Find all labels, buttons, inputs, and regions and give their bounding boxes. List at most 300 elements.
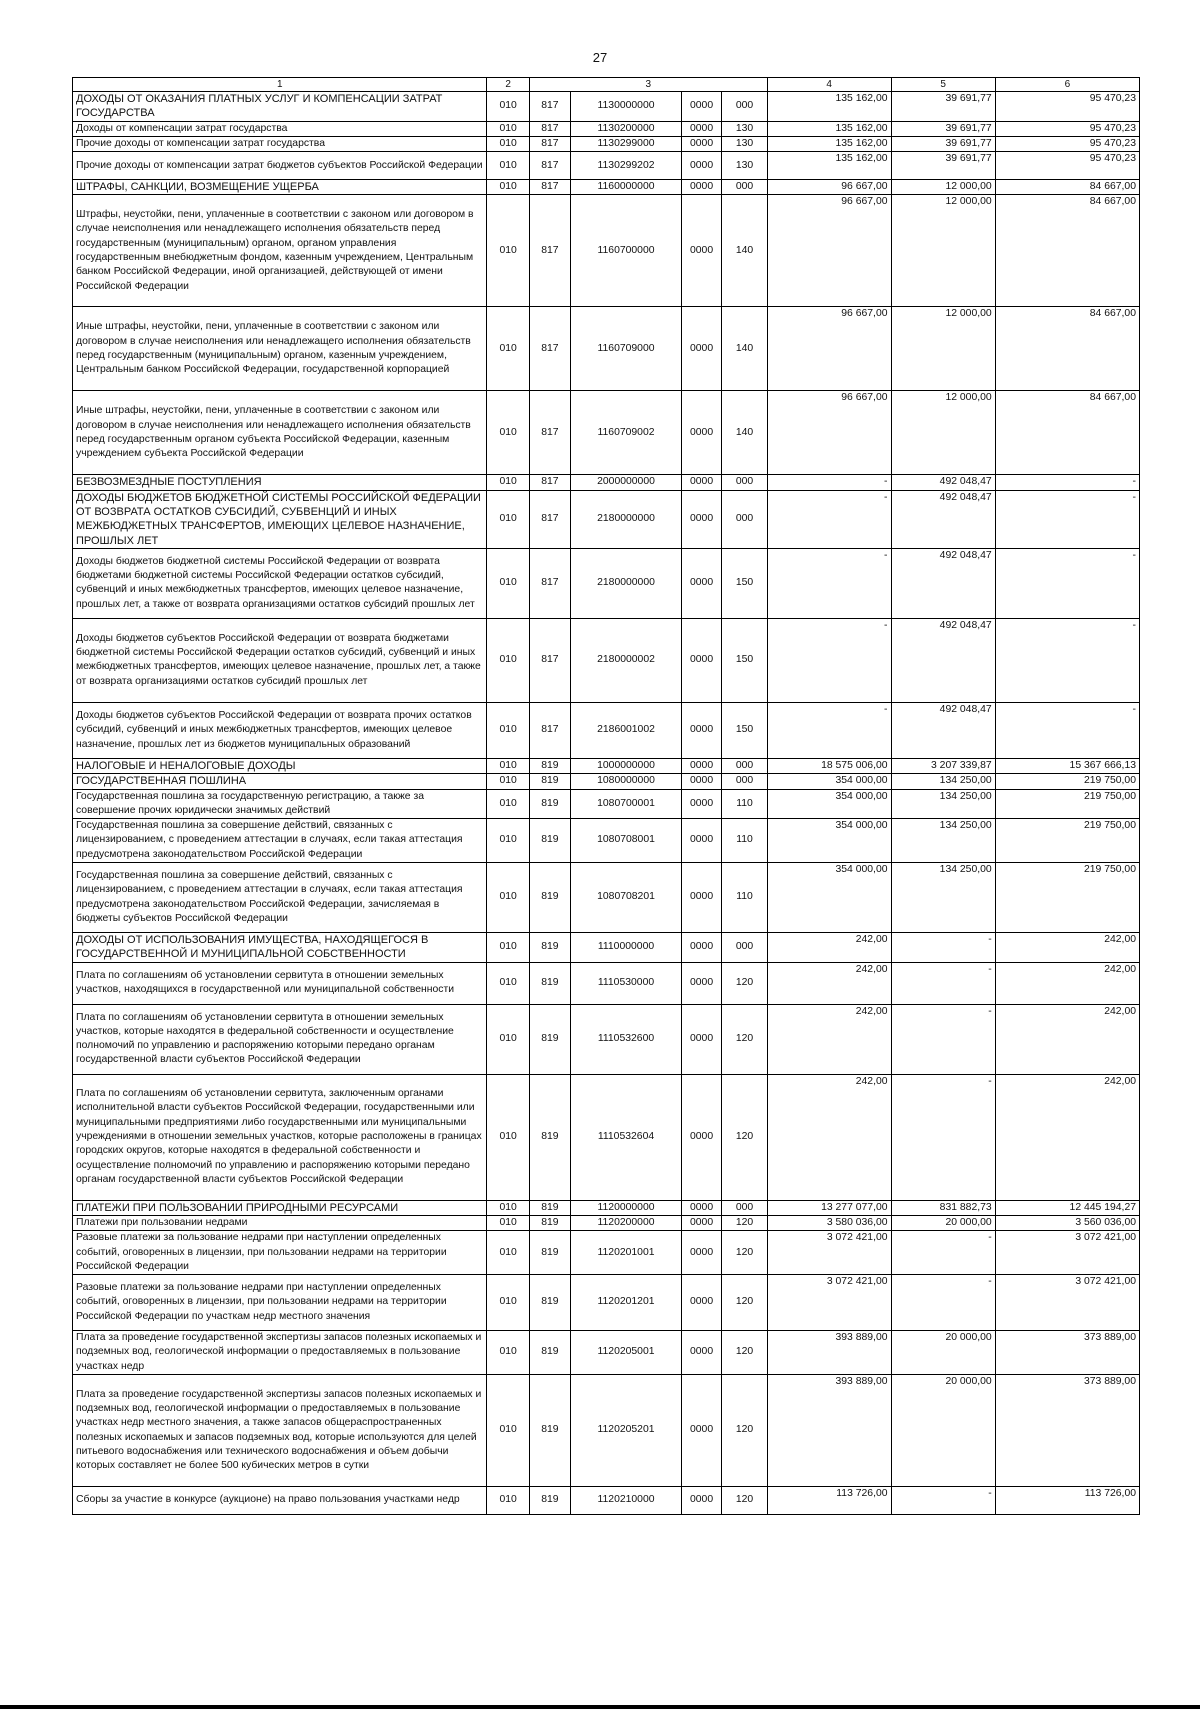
- code-2-cell: 010: [487, 195, 529, 307]
- value-6-cell: 84 667,00: [995, 195, 1139, 307]
- code-3c-cell: 0000: [682, 789, 722, 819]
- code-3b-cell: 2000000000: [571, 475, 682, 490]
- code-3d-cell: 130: [722, 152, 768, 180]
- table-row: [73, 702, 1140, 758]
- value-5-cell: -: [891, 1231, 995, 1275]
- code-3a-cell: 817: [529, 307, 570, 391]
- value-4-cell: -: [767, 475, 891, 490]
- code-3a-cell: 817: [529, 92, 570, 122]
- code-2-cell: 010: [487, 962, 529, 1004]
- description-cell: Государственная пошлина за совершение действий, связанных с лицензированием, с проведением аттестации в случаях, если такая аттестация предусмотрена законодательством Российской Федерации, зачисляемая в бюджеты субъектов Российской Федерации: [73, 863, 487, 933]
- code-3b-cell: 1110532600: [571, 1004, 682, 1074]
- description-cell: Плата за проведение государственной экспертизы запасов полезных ископаемых и подземных вод, геологической информации о предоставляемых в пользование участках недр: [73, 1331, 487, 1375]
- code-3c-cell: 0000: [682, 1231, 722, 1275]
- value-6-cell: -: [995, 702, 1139, 758]
- code-3b-cell: 1120205001: [571, 1331, 682, 1375]
- value-4-cell: 135 162,00: [767, 152, 891, 180]
- value-6-cell: 373 889,00: [995, 1375, 1139, 1487]
- code-3d-cell: 120: [722, 1487, 768, 1515]
- code-3d-cell: 110: [722, 863, 768, 933]
- code-3a-cell: 819: [529, 1375, 570, 1487]
- code-3b-cell: 2180000000: [571, 548, 682, 618]
- value-6-cell: 12 445 194,27: [995, 1200, 1139, 1215]
- value-4-cell: -: [767, 490, 891, 548]
- code-3c-cell: 0000: [682, 758, 722, 773]
- code-3c-cell: 0000: [682, 490, 722, 548]
- code-3a-cell: 819: [529, 1487, 570, 1515]
- value-6-cell: 84 667,00: [995, 180, 1139, 195]
- value-5-cell: -: [891, 1074, 995, 1200]
- code-3d-cell: 110: [722, 819, 768, 863]
- scan-edge-bar: [0, 1705, 1200, 1709]
- code-3b-cell: 1120201201: [571, 1275, 682, 1331]
- description-cell: ГОСУДАРСТВЕННАЯ ПОШЛИНА: [73, 774, 487, 789]
- value-4-cell: 135 162,00: [767, 136, 891, 151]
- value-6-cell: -: [995, 475, 1139, 490]
- code-3b-cell: 1130299202: [571, 152, 682, 180]
- value-5-cell: -: [891, 1004, 995, 1074]
- description-cell: ДОХОДЫ ОТ ОКАЗАНИЯ ПЛАТНЫХ УСЛУГ И КОМПЕНСАЦИИ ЗАТРАТ ГОСУДАРСТВА: [73, 92, 487, 122]
- description-cell: Доходы от компенсации затрат государства: [73, 121, 487, 136]
- description-cell: Плата за проведение государственной экспертизы запасов полезных ископаемых и подземных вод, геологической информации о предоставляемых в пользование участках недр местного значения, а также запасов общераспространенных полезных ископаемых и запасов подземных вод, которые используются для целей питьевого водоснабжения или технического водоснабжения и объем добычи которых составляет не более 500 кубических метров в сутки: [73, 1375, 487, 1487]
- code-3d-cell: 120: [722, 1074, 768, 1200]
- table-row: [73, 774, 1140, 789]
- value-6-cell: 242,00: [995, 1074, 1139, 1200]
- code-3c-cell: 0000: [682, 774, 722, 789]
- value-6-cell: 95 470,23: [995, 92, 1139, 122]
- code-2-cell: 010: [487, 863, 529, 933]
- value-5-cell: 134 250,00: [891, 789, 995, 819]
- value-5-cell: 492 048,47: [891, 702, 995, 758]
- code-3b-cell: 1080700001: [571, 789, 682, 819]
- code-2-cell: 010: [487, 1275, 529, 1331]
- code-3c-cell: 0000: [682, 92, 722, 122]
- table-row: [73, 1275, 1140, 1331]
- code-3a-cell: 817: [529, 136, 570, 151]
- code-3a-cell: 819: [529, 774, 570, 789]
- value-4-cell: 113 726,00: [767, 1487, 891, 1515]
- code-3a-cell: 819: [529, 933, 570, 963]
- value-5-cell: 134 250,00: [891, 863, 995, 933]
- code-3a-cell: 819: [529, 1215, 570, 1230]
- table-row: [73, 1200, 1140, 1215]
- table-row: [73, 180, 1140, 195]
- description-cell: Государственная пошлина за совершение действий, связанных с лицензированием, с проведением аттестации в случаях, если такая аттестация предусмотрена законодательством Российской Федерации: [73, 819, 487, 863]
- code-3d-cell: 150: [722, 702, 768, 758]
- value-5-cell: 492 048,47: [891, 548, 995, 618]
- code-2-cell: 010: [487, 789, 529, 819]
- table-row: [73, 195, 1140, 307]
- code-3a-cell: 817: [529, 152, 570, 180]
- code-3c-cell: 0000: [682, 863, 722, 933]
- code-3a-cell: 817: [529, 618, 570, 702]
- value-6-cell: 3 072 421,00: [995, 1231, 1139, 1275]
- code-2-cell: 010: [487, 1487, 529, 1515]
- table-row: [73, 475, 1140, 490]
- code-2-cell: 010: [487, 819, 529, 863]
- code-3c-cell: 0000: [682, 548, 722, 618]
- value-4-cell: 18 575 006,00: [767, 758, 891, 773]
- value-5-cell: 20 000,00: [891, 1215, 995, 1230]
- value-6-cell: 113 726,00: [995, 1487, 1139, 1515]
- code-3d-cell: 140: [722, 391, 768, 475]
- code-3b-cell: 1000000000: [571, 758, 682, 773]
- value-5-cell: 492 048,47: [891, 475, 995, 490]
- description-cell: Разовые платежи за пользование недрами при наступлении определенных событий, оговоренных в лицензии, при пользовании недрами на территории Российской Федерации: [73, 1231, 487, 1275]
- code-3d-cell: 150: [722, 548, 768, 618]
- value-5-cell: 39 691,77: [891, 92, 995, 122]
- code-3a-cell: 819: [529, 1231, 570, 1275]
- value-6-cell: 373 889,00: [995, 1331, 1139, 1375]
- column-header-3: 3: [529, 78, 767, 92]
- description-cell: Иные штрафы, неустойки, пени, уплаченные в соответствии с законом или договором в случае неисполнения или ненадлежащего исполнения обязательств перед государственным (муниципальным) органом, казенным учреждением, Центральным банком Российской Федерации, государственной корпорацией: [73, 307, 487, 391]
- table-row: [73, 391, 1140, 475]
- column-header-6: 6: [995, 78, 1139, 92]
- code-2-cell: 010: [487, 1375, 529, 1487]
- code-3b-cell: 1120205201: [571, 1375, 682, 1487]
- value-5-cell: 12 000,00: [891, 180, 995, 195]
- value-4-cell: 242,00: [767, 962, 891, 1004]
- code-2-cell: 010: [487, 774, 529, 789]
- code-3b-cell: 2180000002: [571, 618, 682, 702]
- table-row: [73, 618, 1140, 702]
- code-2-cell: 010: [487, 1074, 529, 1200]
- code-3c-cell: 0000: [682, 136, 722, 151]
- code-3a-cell: 819: [529, 758, 570, 773]
- value-4-cell: 354 000,00: [767, 863, 891, 933]
- code-3c-cell: 0000: [682, 307, 722, 391]
- table-row: [73, 1215, 1140, 1230]
- description-cell: Сборы за участие в конкурсе (аукционе) на право пользования участками недр: [73, 1487, 487, 1515]
- code-3a-cell: 817: [529, 180, 570, 195]
- code-2-cell: 010: [487, 548, 529, 618]
- value-4-cell: 393 889,00: [767, 1331, 891, 1375]
- code-3d-cell: 000: [722, 758, 768, 773]
- code-3c-cell: 0000: [682, 195, 722, 307]
- description-cell: ПЛАТЕЖИ ПРИ ПОЛЬЗОВАНИИ ПРИРОДНЫМИ РЕСУРСАМИ: [73, 1200, 487, 1215]
- code-3c-cell: 0000: [682, 1275, 722, 1331]
- code-3d-cell: 120: [722, 1231, 768, 1275]
- value-6-cell: 95 470,23: [995, 121, 1139, 136]
- description-cell: БЕЗВОЗМЕЗДНЫЕ ПОСТУПЛЕНИЯ: [73, 475, 487, 490]
- description-cell: Доходы бюджетов субъектов Российской Федерации от возврата бюджетами бюджетной системы Российской Федерации остатков субсидий, субвенций и иных межбюджетных трансфертов, имеющих целевое назначение, прошлых лет, а также от возврата организациями остатков субсидий прошлых лет: [73, 618, 487, 702]
- code-3b-cell: 1120000000: [571, 1200, 682, 1215]
- code-3c-cell: 0000: [682, 962, 722, 1004]
- value-5-cell: 39 691,77: [891, 136, 995, 151]
- value-6-cell: 219 750,00: [995, 819, 1139, 863]
- code-3a-cell: 819: [529, 1200, 570, 1215]
- code-3a-cell: 817: [529, 391, 570, 475]
- value-5-cell: -: [891, 933, 995, 963]
- value-6-cell: -: [995, 490, 1139, 548]
- code-3c-cell: 0000: [682, 1331, 722, 1375]
- code-3c-cell: 0000: [682, 152, 722, 180]
- code-2-cell: 010: [487, 391, 529, 475]
- code-3a-cell: 819: [529, 962, 570, 1004]
- value-6-cell: 84 667,00: [995, 307, 1139, 391]
- value-4-cell: 13 277 077,00: [767, 1200, 891, 1215]
- code-3d-cell: 120: [722, 1331, 768, 1375]
- code-3d-cell: 000: [722, 180, 768, 195]
- code-3c-cell: 0000: [682, 1004, 722, 1074]
- value-5-cell: 831 882,73: [891, 1200, 995, 1215]
- value-6-cell: 242,00: [995, 933, 1139, 963]
- code-3a-cell: 817: [529, 475, 570, 490]
- code-3a-cell: 819: [529, 789, 570, 819]
- value-4-cell: -: [767, 548, 891, 618]
- code-3b-cell: 1080708201: [571, 863, 682, 933]
- code-2-cell: 010: [487, 618, 529, 702]
- value-6-cell: 242,00: [995, 962, 1139, 1004]
- code-3a-cell: 819: [529, 1004, 570, 1074]
- code-3b-cell: 1120201001: [571, 1231, 682, 1275]
- code-3d-cell: 120: [722, 1215, 768, 1230]
- column-header-1: 1: [73, 78, 487, 92]
- value-6-cell: 242,00: [995, 1004, 1139, 1074]
- table-row: [73, 819, 1140, 863]
- value-6-cell: 3 560 036,00: [995, 1215, 1139, 1230]
- value-5-cell: 134 250,00: [891, 774, 995, 789]
- code-3d-cell: 140: [722, 307, 768, 391]
- description-cell: Доходы бюджетов бюджетной системы Российской Федерации от возврата бюджетами бюджетной системы Российской Федерации остатков субсидий, субвенций и иных межбюджетных трансфертов, имеющих целевое назначение, прошлых лет, а также от возврата организациями остатков субсидий прошлых лет: [73, 548, 487, 618]
- value-4-cell: 354 000,00: [767, 789, 891, 819]
- code-3a-cell: 817: [529, 195, 570, 307]
- code-2-cell: 010: [487, 1331, 529, 1375]
- table-row: [73, 789, 1140, 819]
- value-5-cell: 492 048,47: [891, 490, 995, 548]
- page-number: 27: [592, 50, 608, 65]
- code-3c-cell: 0000: [682, 1375, 722, 1487]
- code-2-cell: 010: [487, 307, 529, 391]
- code-2-cell: 010: [487, 933, 529, 963]
- table-row: [73, 1231, 1140, 1275]
- code-3b-cell: 2186001002: [571, 702, 682, 758]
- table-row: [73, 490, 1140, 548]
- value-4-cell: 96 667,00: [767, 195, 891, 307]
- code-3d-cell: 150: [722, 618, 768, 702]
- table-row: [73, 152, 1140, 180]
- code-3a-cell: 819: [529, 1074, 570, 1200]
- value-6-cell: 84 667,00: [995, 391, 1139, 475]
- description-cell: Прочие доходы от компенсации затрат бюджетов субъектов Российской Федерации: [73, 152, 487, 180]
- code-3c-cell: 0000: [682, 1074, 722, 1200]
- value-5-cell: 134 250,00: [891, 819, 995, 863]
- value-5-cell: 12 000,00: [891, 307, 995, 391]
- code-3d-cell: 130: [722, 136, 768, 151]
- table-row: [73, 962, 1140, 1004]
- code-3b-cell: 1130000000: [571, 92, 682, 122]
- table-row: [73, 1487, 1140, 1515]
- code-2-cell: 010: [487, 152, 529, 180]
- code-3d-cell: 000: [722, 933, 768, 963]
- code-3d-cell: 000: [722, 92, 768, 122]
- code-3c-cell: 0000: [682, 1200, 722, 1215]
- description-cell: Плата по соглашениям об установлении сервитута, заключенным органами исполнительной власти субъектов Российской Федерации, государственными или муниципальными предприятиями либо государственными или муниципальными учреждениями в отношении земельных участков, которые расположены в границах городских округов, которые находятся в федеральной собственности и осуществление полномочий по управлению и распоряжению которыми передано органам государственной власти субъектов Российской Федерации: [73, 1074, 487, 1200]
- description-cell: Иные штрафы, неустойки, пени, уплаченные в соответствии с законом или договором в случае неисполнения или ненадлежащего исполнения обязательств перед государственным органом субъекта Российской Федерации, казенным учреждением субъекта Российской Федерации: [73, 391, 487, 475]
- code-3b-cell: 1130299000: [571, 136, 682, 151]
- revenue-table: [72, 77, 1140, 1515]
- description-cell: Государственная пошлина за государственную регистрацию, а также за совершение прочих юридически значимых действий: [73, 789, 487, 819]
- description-cell: Плата по соглашениям об установлении сервитута в отношении земельных участков, которые находятся в федеральной собственности и осуществление полномочий по управлению и распоряжению которыми передано органам государственной власти субъектов Российской Федерации: [73, 1004, 487, 1074]
- value-4-cell: 354 000,00: [767, 819, 891, 863]
- value-5-cell: 492 048,47: [891, 618, 995, 702]
- value-5-cell: 12 000,00: [891, 391, 995, 475]
- code-3a-cell: 819: [529, 819, 570, 863]
- table-row: [73, 121, 1140, 136]
- code-3c-cell: 0000: [682, 1215, 722, 1230]
- value-4-cell: 135 162,00: [767, 121, 891, 136]
- code-3b-cell: 1120200000: [571, 1215, 682, 1230]
- value-5-cell: 39 691,77: [891, 121, 995, 136]
- value-4-cell: 96 667,00: [767, 180, 891, 195]
- code-3b-cell: 1160709000: [571, 307, 682, 391]
- code-3c-cell: 0000: [682, 618, 722, 702]
- column-header-4: 4: [767, 78, 891, 92]
- table-row: [73, 933, 1140, 963]
- code-3b-cell: 1110530000: [571, 962, 682, 1004]
- description-cell: ШТРАФЫ, САНКЦИИ, ВОЗМЕЩЕНИЕ УЩЕРБА: [73, 180, 487, 195]
- code-3c-cell: 0000: [682, 180, 722, 195]
- table-row: [73, 548, 1140, 618]
- code-3d-cell: 000: [722, 1200, 768, 1215]
- table-row: [73, 136, 1140, 151]
- code-3b-cell: 1110000000: [571, 933, 682, 963]
- description-cell: Разовые платежи за пользование недрами при наступлении определенных событий, оговоренных в лицензии, при пользовании недрами на территории Российской Федерации по участкам недр местного значения: [73, 1275, 487, 1331]
- code-3d-cell: 120: [722, 962, 768, 1004]
- description-cell: ДОХОДЫ БЮДЖЕТОВ БЮДЖЕТНОЙ СИСТЕМЫ РОССИЙСКОЙ ФЕДЕРАЦИИ ОТ ВОЗВРАТА ОСТАТКОВ СУБСИДИЙ, СУБВЕНЦИЙ И ИНЫХ МЕЖБЮДЖЕТНЫХ ТРАНСФЕРТОВ, ИМЕЮЩИХ ЦЕЛЕВОЕ НАЗНАЧЕНИЕ, ПРОШЛЫХ ЛЕТ: [73, 490, 487, 548]
- code-3d-cell: 110: [722, 789, 768, 819]
- code-3c-cell: 0000: [682, 121, 722, 136]
- column-header-row: [73, 78, 1140, 92]
- value-4-cell: 354 000,00: [767, 774, 891, 789]
- value-4-cell: 242,00: [767, 1004, 891, 1074]
- description-cell: Доходы бюджетов субъектов Российской Федерации от возврата прочих остатков субсидий, субвенций и иных межбюджетных трансфертов, имеющих целевое назначение, прошлых лет из бюджетов муниципальных образований: [73, 702, 487, 758]
- value-6-cell: 219 750,00: [995, 789, 1139, 819]
- code-3d-cell: 120: [722, 1004, 768, 1074]
- value-4-cell: -: [767, 702, 891, 758]
- code-3b-cell: 1080708001: [571, 819, 682, 863]
- value-5-cell: -: [891, 1275, 995, 1331]
- value-5-cell: 3 207 339,87: [891, 758, 995, 773]
- value-6-cell: 15 367 666,13: [995, 758, 1139, 773]
- code-3a-cell: 817: [529, 548, 570, 618]
- value-4-cell: 96 667,00: [767, 307, 891, 391]
- code-2-cell: 010: [487, 92, 529, 122]
- code-3b-cell: 1110532604: [571, 1074, 682, 1200]
- code-2-cell: 010: [487, 180, 529, 195]
- value-4-cell: 3 072 421,00: [767, 1231, 891, 1275]
- code-3a-cell: 817: [529, 121, 570, 136]
- value-4-cell: 242,00: [767, 933, 891, 963]
- code-2-cell: 010: [487, 121, 529, 136]
- code-2-cell: 010: [487, 475, 529, 490]
- code-3d-cell: 120: [722, 1375, 768, 1487]
- table-row: [73, 92, 1140, 122]
- code-3d-cell: 000: [722, 774, 768, 789]
- code-2-cell: 010: [487, 702, 529, 758]
- code-3d-cell: 140: [722, 195, 768, 307]
- code-2-cell: 010: [487, 1004, 529, 1074]
- code-2-cell: 010: [487, 1231, 529, 1275]
- value-4-cell: -: [767, 618, 891, 702]
- code-3d-cell: 130: [722, 121, 768, 136]
- table-row: [73, 1375, 1140, 1487]
- code-3a-cell: 819: [529, 863, 570, 933]
- code-3d-cell: 000: [722, 475, 768, 490]
- code-3b-cell: 1080000000: [571, 774, 682, 789]
- value-5-cell: 12 000,00: [891, 195, 995, 307]
- code-2-cell: 010: [487, 136, 529, 151]
- code-2-cell: 010: [487, 1200, 529, 1215]
- table-body: [73, 78, 1140, 1515]
- code-3c-cell: 0000: [682, 702, 722, 758]
- value-6-cell: 219 750,00: [995, 774, 1139, 789]
- table-row: [73, 758, 1140, 773]
- code-3b-cell: 2180000000: [571, 490, 682, 548]
- code-3b-cell: 1130200000: [571, 121, 682, 136]
- value-4-cell: 393 889,00: [767, 1375, 891, 1487]
- code-3c-cell: 0000: [682, 475, 722, 490]
- description-cell: Прочие доходы от компенсации затрат государства: [73, 136, 487, 151]
- value-6-cell: 95 470,23: [995, 136, 1139, 151]
- value-4-cell: 3 072 421,00: [767, 1275, 891, 1331]
- column-header-5: 5: [891, 78, 995, 92]
- table-row: [73, 1331, 1140, 1375]
- code-3c-cell: 0000: [682, 819, 722, 863]
- code-3b-cell: 1120210000: [571, 1487, 682, 1515]
- value-5-cell: 20 000,00: [891, 1375, 995, 1487]
- description-cell: НАЛОГОВЫЕ И НЕНАЛОГОВЫЕ ДОХОДЫ: [73, 758, 487, 773]
- value-6-cell: 219 750,00: [995, 863, 1139, 933]
- description-cell: Штрафы, неустойки, пени, уплаченные в соответствии с законом или договором в случае неисполнения или ненадлежащего исполнения обязательств перед государственным (муниципальным) органом, органом управления государственным внебюджетным фондом, казенным учреждением, Центральным банком Российской Федерации, иной организацией, действующей от имени Российской Федерации: [73, 195, 487, 307]
- table-row: [73, 1004, 1140, 1074]
- code-2-cell: 010: [487, 1215, 529, 1230]
- value-4-cell: 96 667,00: [767, 391, 891, 475]
- table-row: [73, 863, 1140, 933]
- code-3b-cell: 1160709002: [571, 391, 682, 475]
- value-4-cell: 3 580 036,00: [767, 1215, 891, 1230]
- description-cell: Плата по соглашениям об установлении сервитута в отношении земельных участков, находящихся в государственной или муниципальной собственности: [73, 962, 487, 1004]
- code-2-cell: 010: [487, 758, 529, 773]
- table-row: [73, 307, 1140, 391]
- description-cell: Платежи при пользовании недрами: [73, 1215, 487, 1230]
- code-3b-cell: 1160700000: [571, 195, 682, 307]
- column-header-2: 2: [487, 78, 529, 92]
- table-row: [73, 1074, 1140, 1200]
- value-4-cell: 135 162,00: [767, 92, 891, 122]
- code-2-cell: 010: [487, 490, 529, 548]
- description-cell: ДОХОДЫ ОТ ИСПОЛЬЗОВАНИЯ ИМУЩЕСТВА, НАХОДЯЩЕГОСЯ В ГОСУДАРСТВЕННОЙ И МУНИЦИПАЛЬНОЙ СОБСТВЕННОСТИ: [73, 933, 487, 963]
- value-5-cell: -: [891, 962, 995, 1004]
- code-3a-cell: 819: [529, 1331, 570, 1375]
- code-3c-cell: 0000: [682, 1487, 722, 1515]
- value-5-cell: -: [891, 1487, 995, 1515]
- code-3c-cell: 0000: [682, 391, 722, 475]
- code-3b-cell: 1160000000: [571, 180, 682, 195]
- value-5-cell: 39 691,77: [891, 152, 995, 180]
- code-3d-cell: 000: [722, 490, 768, 548]
- value-5-cell: 20 000,00: [891, 1331, 995, 1375]
- code-3a-cell: 817: [529, 702, 570, 758]
- code-3a-cell: 817: [529, 490, 570, 548]
- value-4-cell: 242,00: [767, 1074, 891, 1200]
- value-6-cell: -: [995, 548, 1139, 618]
- value-6-cell: -: [995, 618, 1139, 702]
- code-3c-cell: 0000: [682, 933, 722, 963]
- value-6-cell: 3 072 421,00: [995, 1275, 1139, 1331]
- code-3d-cell: 120: [722, 1275, 768, 1331]
- value-6-cell: 95 470,23: [995, 152, 1139, 180]
